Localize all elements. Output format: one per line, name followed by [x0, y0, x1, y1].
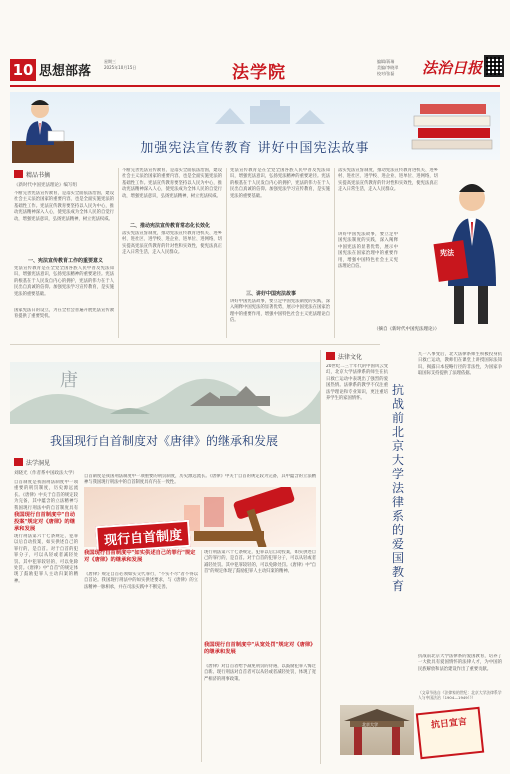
anti-japanese-declaration-seal: [416, 707, 484, 759]
article1-title: 加强宪法宣传教育 讲好中国宪法故事: [140, 141, 370, 156]
editor-credit: 编辑/蒋瑞: [377, 59, 395, 64]
editor-credits: [377, 59, 398, 77]
proofreader-credit: 校对/张磊: [377, 71, 395, 76]
article1-column-tag: 精品书摘: [14, 170, 50, 179]
article1-byline: 《新时代中国宪法理论》编写组: [14, 183, 77, 188]
article2-subhead3: 我国现行自首制度中"从宽处罚"规定对《唐律》的继承和发展: [204, 642, 316, 655]
article1-source: （摘自《新时代中国宪法理论》）: [374, 327, 440, 332]
article3-source: （文章节选自《法律家的世纪：北京大学法律系学人与中国法治（1904—1949）》）: [418, 690, 502, 700]
qr-code-icon[interactable]: [484, 55, 504, 77]
seal-text: 抗日宣言: [430, 717, 468, 731]
section-name: 思想部落: [39, 64, 92, 79]
gate-plaque: 北京大学: [362, 722, 378, 727]
issue-weekday: 星期三: [104, 59, 116, 64]
column-divider: [201, 550, 202, 762]
column-divider: [118, 168, 119, 338]
article2-col3-text: 现行刑法第六十七条规定，犯罪以后自动投案，如实供述自己的罪行的，是自首。对于自首的犯罪分子，可以从轻或者减轻处罚。其中犯罪较轻的，可以免除处罚。《唐律》中"自首"的规定体现了鼓励犯罪人主动归案的精神。: [204, 550, 316, 575]
article2-byline: 刘晓光（作者系中国政法大学）: [14, 471, 77, 476]
article1-subhead2: 二、推动宪法宣传教育常态化长效化: [130, 223, 211, 229]
page-number: 10: [10, 59, 36, 81]
article3-vertical-title: 抗战前北京大学法律系的爱国教育: [392, 383, 405, 593]
article1-para3: 国家宪法日的设立，为在全社会普遍开展宪法宣传教育提供了重要契机。: [14, 308, 114, 320]
article2-banner: [10, 362, 320, 424]
article3-column-tag: 法律文化: [326, 352, 362, 361]
section-divider: [10, 344, 380, 345]
ancient-city-illustration: [10, 362, 320, 424]
column-divider: [226, 168, 227, 338]
building-silhouette-icon: [210, 96, 330, 126]
article3-para1: 20世纪二三十年代的中国风云变幻，北京大学法律系的师生在抗日救亡运动中表现出了强烈的爱国热情。法律系的教学不仅注重法学理论和专业知识，更注重培养学生的家国情怀。: [326, 364, 388, 402]
article1-subhead1: 一、宪法宣传教育工作的重要意义: [28, 258, 104, 264]
banner-character: 唐: [60, 370, 78, 391]
designer-credit: 美编/李晓翠: [377, 65, 399, 70]
column-divider: [334, 168, 335, 338]
book-cover-label: 宪法: [440, 249, 454, 257]
article2-stamp: 现行自首制度: [95, 520, 191, 553]
column-title: 法学院: [232, 63, 286, 83]
article1-para2: 宪法宣传教育是在全党全国各族人民中普及宪法知识，增强宪法意识，弘扬宪法精神的重要途径。宪法的根基在于人民发自内心的拥护，宪法的伟力在于人民出自真诚的信仰。加强宪法学习宣传教育，是实施宪法的重要基础。: [14, 266, 114, 297]
section-divider-vertical: [320, 350, 321, 764]
article2-subhead1: 我国现行自首制度中"自动投案"规定对《唐律》的继承和发展: [14, 512, 76, 532]
article1-col3-text: 宪法宣传教育是在全党全国各族人民中普及宪法知识，增强宪法意识，弘扬宪法精神的重要途径。宪法的根基在于人民发自内心的拥护，宪法的伟力在于人民出自真诚的信仰。加强宪法学习宣传教育，是实施宪法的重要基础。: [230, 168, 330, 199]
gate-icon: [340, 705, 414, 755]
peking-university-gate-illustration: [340, 705, 414, 755]
article2-intro-cont: 自首制度是我国刑法制度中一项重要的刑罚制度，历史源远流长。《唐律》中关于自首的规定较为完备，其中蕴含的立法精神与我国现行刑法中的自首制度具有内在一致性。: [84, 474, 316, 486]
article1-subhead3: 三、讲好中国宪法故事: [246, 291, 297, 297]
article3-para2: 九一八事变后，北大法律系师生积极投身抗日救亡运动，教师们在课堂上讲授国际法知识，揭露日本侵略行径的非法性，为国家争取国际支持提供了法理依据。: [418, 352, 502, 377]
article3-para4: 抗战前北京大学法律系的爱国教育，培养了一大批具有爱国情怀的法律人才，为中国的民族解放和法治建设作出了重要贡献。: [418, 654, 502, 672]
article2-subhead2: 我国现行自首制度中"如实供述自己的罪行"规定对《唐律》的继承和发展: [84, 550, 196, 563]
article1-col2-text: 不断完善宪法宣传教育，是落实全面依法治国，建设社会主义法治国家的重要内容，也是全面实施宪法的基础性工作。宪法宣传教育要坚持以人民为中心，推动宪法精神深入人心，使宪法成为全体人民的自觉行动，增强宪法意识，弘扬宪法精神，树立宪法权威。: [122, 168, 222, 199]
article2-para1: 现行刑法第六十七条规定，犯罪以后自动投案，如实供述自己的罪行的，是自首。对于自首的犯罪分子，可以从轻或者减轻处罚。其中犯罪较轻的，可以免除处罚。《唐律》中"自首"的规定体现了鼓励犯罪人主动归案的精神。: [14, 534, 78, 584]
article2-title: 我国现行自首制度对《唐律》的继承和发展: [49, 434, 278, 448]
page-header: [10, 55, 500, 87]
article2-para2: 《唐律》规定自首必须如实交代罪行，"不实不尽"者不得以自首论。我国现行刑法中的如实供述要求，与《唐律》的立法精神一脉相承，并在司法实践中不断完善。: [84, 572, 198, 590]
newspaper-masthead: 法治日报: [422, 59, 483, 77]
article1-para4: 落实宪法宣誓制度，推动宪法宣传教育进机关、进乡村、进社区、进学校、进企业、进单位、进网络，切实提高宪法宣传教育的针对性和实效性，使宪法真正走入日常生活，走入人民群众。: [122, 231, 222, 256]
issue-full-date: 2025年10月15日: [104, 65, 137, 70]
article1-para5: 讲好中国宪法故事，要立足中国宪法制度的实践，深入阐释中国宪法的显著优势，展示中国宪法在国家治理中的重要作用，增强中国特色社会主义宪法理论自信。: [230, 299, 330, 324]
article1-col4-text: 落实宪法宣誓制度，推动宪法宣传教育进机关、进乡村、进社区、进学校、进企业、进单位、进网络，切实提高宪法宣传教育的针对性和实效性，使宪法真正走入日常生活，走入人民群众。: [338, 168, 438, 193]
article1-col4-text2: 讲好中国宪法故事，要立足中国宪法制度的实践，深入阐释中国宪法的显著优势，展示中国宪法在国家治理中的重要作用，增强中国特色社会主义宪法理论自信。: [338, 232, 398, 270]
article2-para3: 《唐律》对自首者给予减免刑罚的待遇，以鼓励犯罪人悔过自新。现行刑法对自首者可以从轻或者减轻处罚，体现了宽严相济的刑事政策。: [204, 664, 316, 682]
article1-para1: 不断完善宪法宣传教育，是落实全面依法治国，建设社会主义法治国家的重要内容，也是全面实施宪法的基础性工作。宪法宣传教育要坚持以人民为中心，推动宪法精神深入人心，使宪法成为全体人民的自觉行动，增强宪法意识，弘扬宪法精神，树立宪法权威。: [14, 191, 114, 222]
article2-intro: 自首制度是我国刑法制度中一项重要的刑罚制度，历史源远流长。《唐律》中关于自首的规定较为完备，其中蕴含的立法精神与我国现行刑法中的自首制度具有: [14, 480, 78, 510]
article2-column-tag: 法学洞见: [14, 458, 50, 467]
issue-date: [104, 59, 136, 71]
